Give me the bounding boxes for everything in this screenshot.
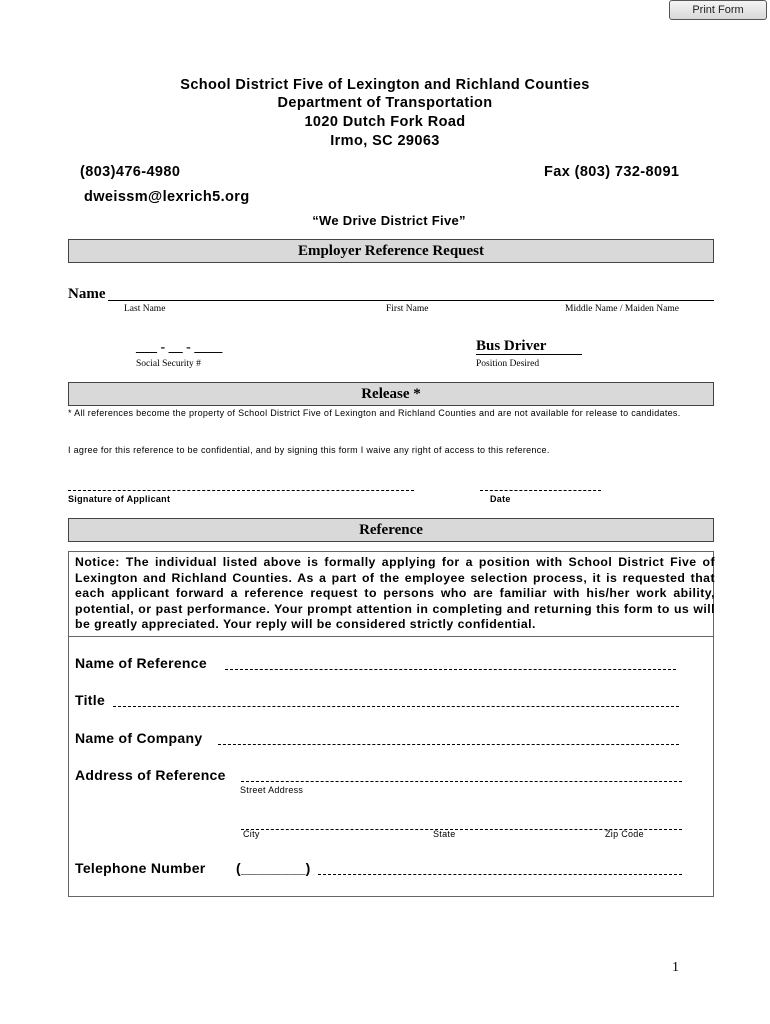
- name-field[interactable]: [108, 286, 714, 301]
- print-form-button[interactable]: Print Form: [669, 0, 767, 20]
- name-label: Name: [68, 286, 106, 302]
- state-caption: State: [433, 829, 456, 839]
- ssn-field[interactable]: ___ - __ - ____: [136, 340, 223, 355]
- release-agreement: I agree for this reference to be confidential, and by signing this form I waive any right of access to this reference.: [68, 445, 550, 455]
- middle-name-caption: Middle Name / Maiden Name: [565, 304, 679, 314]
- address-label: Address of Reference: [75, 767, 226, 783]
- first-name-caption: First Name: [386, 304, 429, 314]
- district-name: School District Five of Lexington and Richland Counties: [180, 77, 590, 93]
- zip-caption: Zip Code: [605, 829, 644, 839]
- telephone-label: Telephone Number: [75, 860, 206, 876]
- notice-divider: [68, 636, 714, 637]
- title-label: Title: [75, 692, 106, 708]
- last-name-caption: Last Name: [124, 304, 166, 314]
- city-caption: City: [243, 829, 260, 839]
- title-field[interactable]: [113, 692, 679, 707]
- release-note: * All references become the property of School District Five of Lexington and Richland Counties and are not available for release to candidates.: [68, 408, 681, 418]
- department-name: Department of Transportation: [277, 95, 493, 111]
- section-employer-reference-request: Employer Reference Request: [68, 239, 714, 263]
- reference-name-field[interactable]: [225, 655, 676, 670]
- phone-number: (803)476-4980: [80, 164, 181, 180]
- signature-caption: Signature of Applicant: [68, 494, 171, 504]
- street-address-field[interactable]: [241, 767, 682, 782]
- city-state-zip-field[interactable]: [241, 815, 682, 830]
- company-label: Name of Company: [75, 730, 203, 746]
- fax-number: Fax (803) 732-8091: [544, 164, 680, 180]
- position-caption: Position Desired: [476, 359, 540, 369]
- ssn-caption: Social Security #: [136, 359, 201, 369]
- street-address-caption: Street Address: [240, 785, 304, 795]
- date-field[interactable]: [480, 478, 601, 491]
- motto: “We Drive District Five”: [312, 213, 466, 228]
- section-release: Release *: [68, 382, 714, 406]
- company-field[interactable]: [218, 730, 679, 745]
- email-address: dweissm@lexrich5.org: [84, 189, 250, 205]
- section-reference: Reference: [68, 518, 714, 542]
- notice-text: Notice: The individual listed above is formally applying for a position with School District Five of Lexington and Richland Counties. As a part of the employee selection process, it is requested that each applicant forward a reference request to persons who are familiar with his/her work ability, potential, or past performance. Your prompt attention in completing and returning this form to us will be greatly appreciated. Your reply will be considered strictly confidential.: [75, 555, 715, 631]
- date-caption: Date: [490, 494, 511, 504]
- area-code-field[interactable]: (________): [236, 860, 311, 876]
- street-address: 1020 Dutch Fork Road: [304, 114, 466, 130]
- reference-name-label: Name of Reference: [75, 655, 207, 671]
- signature-field[interactable]: [68, 478, 414, 491]
- page-number: 1: [672, 960, 679, 975]
- telephone-field[interactable]: [318, 860, 682, 875]
- city-state-zip: Irmo, SC 29063: [330, 133, 440, 149]
- position-desired-field[interactable]: Bus Driver: [476, 339, 582, 355]
